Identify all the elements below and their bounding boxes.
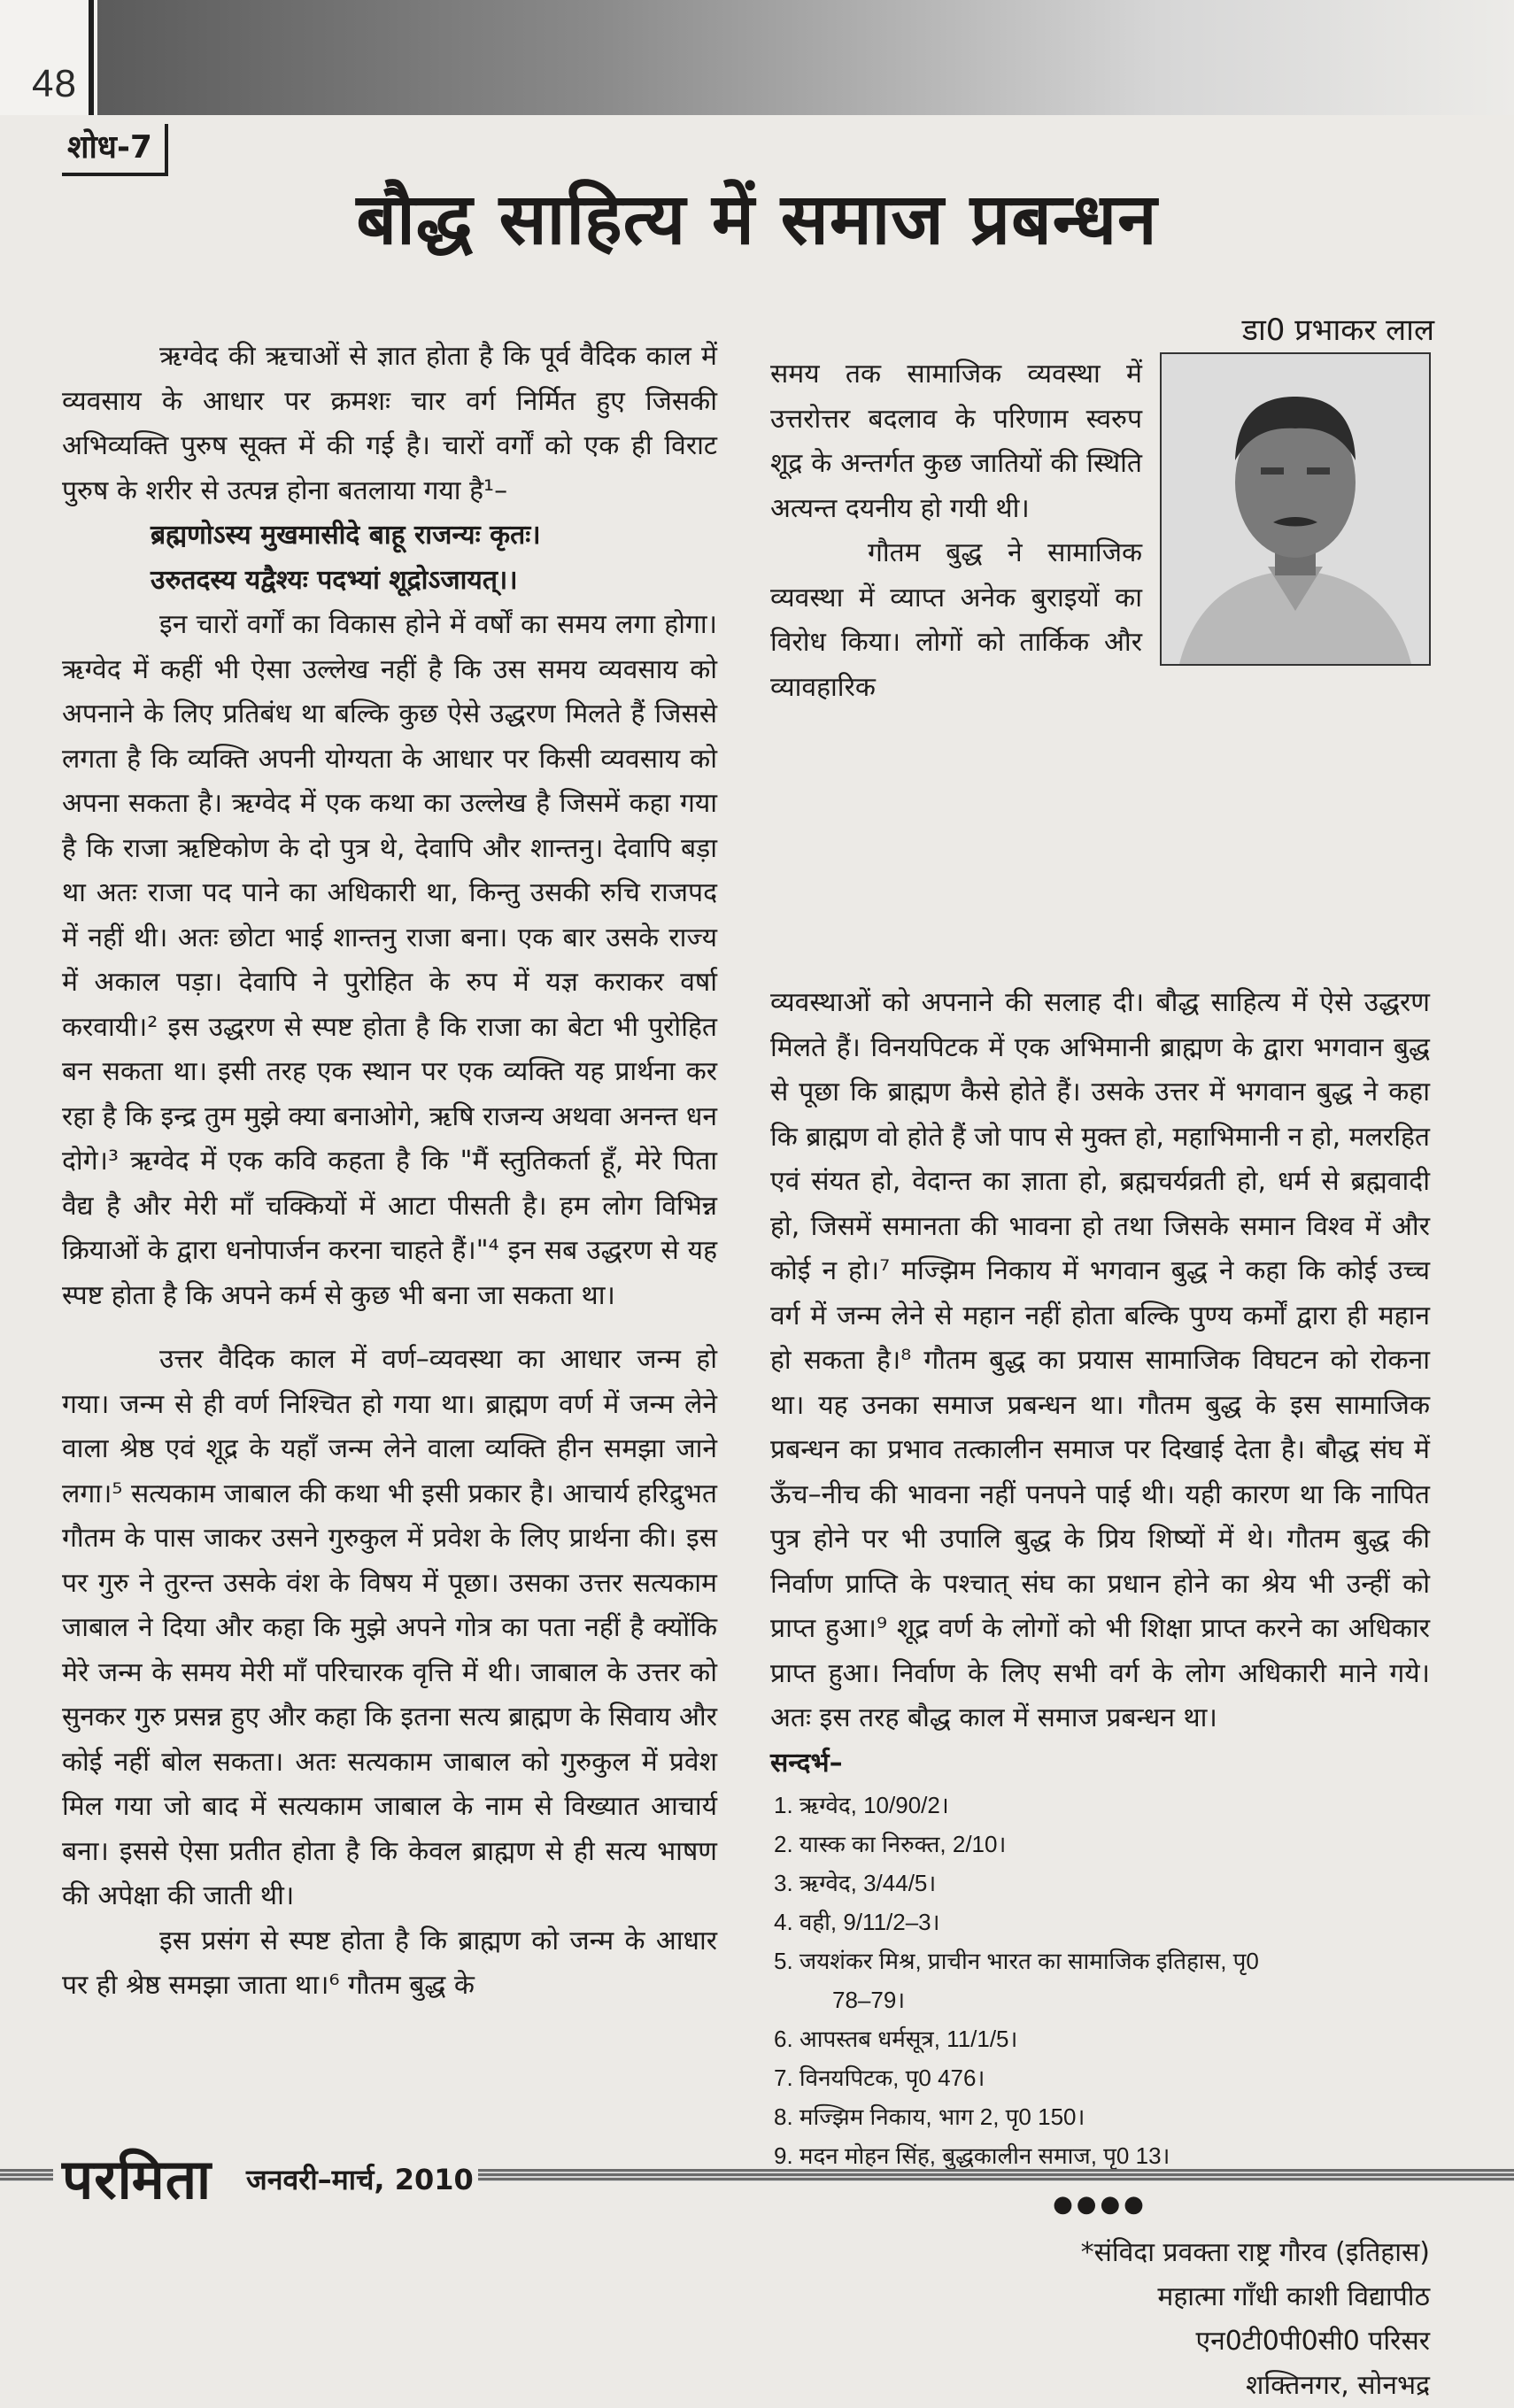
header-gradient-bar: [97, 0, 1514, 115]
reference-item: 9. मदन मोहन सिंह, बुद्धकालीन समाज, पृ0 13।: [774, 2142, 1170, 2169]
reference-item: 1. ऋग्वेद, 10/90/2।: [774, 1792, 949, 1818]
reference-item: 3. ऋग्वेद, 3/44/5।: [774, 1870, 937, 1896]
verse-line: ब्रह्मणोऽस्य मुखमासीदे बाहू राजन्यः कृतः।: [151, 520, 541, 551]
references-list: [770, 1786, 1430, 2175]
paragraph: इस प्रसंग से स्पष्ट होता है कि ब्राह्मण को जन्म के आधार पर ही श्रेष्ठ समझा जाता था।⁶ गौतम बुद्ध के: [62, 1925, 717, 2001]
affiliation-line: महात्मा गाँधी काशी विद्यापीठ: [1157, 2281, 1430, 2312]
affiliation-line: शक्तिनगर, सोनभद्र: [1246, 2369, 1430, 2401]
author-name: डा0 प्रभाकर लाल: [1241, 313, 1434, 348]
author-affiliation: [770, 2231, 1430, 2408]
footer-stripe-left: [0, 2169, 53, 2181]
issue-date: जनवरी–मार्च, 2010: [246, 2163, 474, 2196]
end-divider: ●●●●: [1053, 2191, 1147, 2218]
paragraph: व्यवस्थाओं को अपनाने की सलाह दी। बौद्ध साहित्य में ऐसे उद्धरण मिलते हैं। विनयपिटक में एक अभिमानी ब्राह्मण के द्वारा भगवान बुद्ध से पूछा कि ब्राह्मण कैसे होते हैं। उसके उत्तर में भगवान बुद्ध ने कहा कि ब्राह्मण वो होते हैं जो पाप से मुक्त हो, महाभिमानी न हो, मलरहित एवं संयत हो, वेदान्त का ज्ञाता हो, ब्रह्मचर्यव्रती हो, धर्म से ब्रह्मवादी हो, जिसमें समानता की भावना हो तथा जिसके समान विश्व में और कोई न हो।⁷ मज्झिम निकाय में भगवान बुद्ध ने कहा कि कोई उच्च वर्ग में जन्म लेने से महान नहीं होता बल्कि पुण्य कर्मों द्वारा ही महान हो सकता है।⁸ गौतम बुद्ध का प्रयास सामाजिक विघटन को रोकना था। यह उनका समाज प्रबन्धन था। गौतम बुद्ध के इस सामाजिक प्रबन्धन का प्रभाव तत्कालीन समाज पर दिखाई देता है। बौद्ध संघ में ऊँच–नीच की भावना नहीं पनपने पाई थी। यही कारण था कि नापित पुत्र होने पर भी उपालि बुद्ध के प्रिय शिष्यों में थे। गौतम बुद्ध की निर्वाण प्राप्ति के पश्चात् संघ का प्रधान होने का श्रेय भी उन्हीं को प्राप्त हुआ।⁹ शूद्र वर्ण के लोगों को भी शिक्षा प्राप्त करने का अधिकार प्राप्त हुआ। निर्वाण के लिए सभी वर्ग के लोग अधिकारी माने गये। अतः इस तरह बौद्ध काल में समाज प्रबन्धन था।: [770, 987, 1430, 1733]
footer-stripe-right: [478, 2169, 1514, 2181]
affiliation-line: एन0टी0पी0सी0 परिसर: [1195, 2325, 1430, 2357]
page-number-divider: [89, 0, 94, 115]
reference-item-continued: 78–79।: [832, 1987, 906, 2013]
reference-item: 5. जयशंकर मिश्र, प्राचीन भारत का सामाजिक इतिहास, पृ0: [774, 1948, 1259, 1974]
article-title: बौद्ध साहित्य में समाज प्रबन्धन: [356, 178, 1158, 260]
paragraph: ऋग्वेद की ऋचाओं से ज्ञात होता है कि पूर्व वैदिक काल में व्यवसाय के आधार पर क्रमशः चार वर्ग निर्मित हुए जिसकी अभिव्यक्ति पुरुष सूक्त में की गई है। चारों वर्गों को एक ही विराट पुरुष के शरीर से उत्पन्न होना बतलाया गया है¹–: [62, 341, 717, 506]
left-column: [62, 335, 717, 2009]
paragraph: उत्तर वैदिक काल में वर्ण–व्यवस्था का आधार जन्म हो गया। जन्म से ही वर्ण निश्चित हो गया था। ब्राह्मण वर्ण में जन्म लेने वाला श्रेष्ठ एवं शूद्र के यहाँ जन्म लेने वाला व्यक्ति हीन समझा जाने लगा।⁵ सत्यकाम जाबाल की कथा भी इसी प्रकार है। आचार्य हरिद्रुभत गौतम के पास जाकर उसने गुरुकुल में प्रवेश के लिए प्रार्थना की। इस पर गुरु ने तुरन्त उसके वंश के विषय में पूछा। उसका उत्तर सत्यकाम जाबाल ने दिया और कहा कि मुझे अपने गोत्र का पता नहीं है क्योंकि मेरे जन्म के समय मेरी माँ परिचारक वृत्ति में थी। जाबाल के उत्तर को सुनकर गुरु प्रसन्न हुए और कहा कि इतना सत्य ब्राह्मण के सिवाय और कोई नहीं बोल सकता। अतः सत्यकाम जाबाल को गुरुकुल में प्रवेश मिल गया जो बाद में सत्यकाम जाबाल के नाम से विख्यात आचार्य बना। इससे ऐसा प्रतीत होता है कि केवल ब्राह्मण से ही सत्य भाषण की अपेक्षा की जाती थी।: [62, 1344, 717, 1911]
magazine-logo: परमिता: [62, 2147, 212, 2211]
portrait-image: [1162, 354, 1429, 664]
right-column-beside-photo: [770, 352, 1142, 710]
verse-line: उरुतदस्य यद्वैश्यः पदभ्यां शूद्रोऽजायत्।।: [151, 564, 518, 596]
reference-item: 2. यास्क का निरुक्त, 2/10।: [774, 1831, 1007, 1857]
reference-item: 7. विनयपिटक, पृ0 476।: [774, 2065, 985, 2091]
paragraph: गौतम बुद्ध ने सामाजिक व्यवस्था में व्याप्त अनेक बुराइयों का विरोध किया। लोगों को तार्किक और व्यावहारिक: [770, 537, 1142, 703]
author-photo: [1160, 352, 1431, 666]
reference-item: 6. आपस्तब धर्मसूत्र, 11/1/5।: [774, 2026, 1018, 2052]
section-label: शोध-7: [62, 124, 168, 176]
affiliation-line: *संविदा प्रवक्ता राष्ट्र गौरव (इतिहास): [1080, 2236, 1430, 2268]
reference-item: 4. वही, 9/11/2–3।: [774, 1909, 940, 1935]
reference-item: 8. मज्झिम निकाय, भाग 2, पृ0 150।: [774, 2103, 1085, 2130]
references-heading: सन्दर्भ–: [770, 1747, 843, 1779]
page-number: 48: [32, 62, 77, 105]
paragraph: इन चारों वर्गों का विकास होने में वर्षों का समय लगा होगा। ऋग्वेद में कहीं भी ऐसा उल्लेख नहीं है कि उस समय व्यवसाय को अपनाने के लिए प्रतिबंध था बल्कि कुछ ऐसे उद्धरण मिलते हैं जिससे लगता है कि व्यक्ति अपनी योग्यता के आधार पर किसी व्यवसाय को अपना सकता है। ऋग्वेद में एक कथा का उल्लेख है जिसमें कहा गया है कि राजा ऋष्टिकोण के दो पुत्र थे, देवापि और शान्तनु। देवापि बड़ा था अतः राजा पद पाने का अधिकारी था, किन्तु उसकी रुचि राजपद में नहीं थी। अतः छोटा भाई शान्तनु राजा बना। एक बार उसके राज्य में अकाल पड़ा। देवापि ने पुरोहित के रुप में यज्ञ कराकर वर्षा करवायी।² इस उद्धरण से स्पष्ट होता है कि राजा का बेटा भी पुरोहित बन सकता था। इसी तरह एक स्थान पर एक व्यक्ति यह प्रार्थना कर रहा है कि इन्द्र तुम मुझे क्या बनाओगे, ऋषि राजन्य अथवा अनन्त धन दोगे।³ ऋग्वेद में एक कवि कहता है कि "मैं स्तुतिकर्ता हूँ, मेरे पिता वैद्य है और मेरी माँ चक्कियों में आटा पीसती है। हम लोग विभिन्न क्रियाओं के द्वारा धनोपार्जन करना चाहते हैं।"⁴ इन सब उद्धरण से यह स्पष्ट होता है कि अपने कर्म से कुछ भी बना जा सकता था।: [62, 609, 717, 1311]
paragraph: समय तक सामाजिक व्यवस्था में उत्तरोत्तर बदलाव के परिणाम स्वरुप शूद्र के अन्तर्गत कुछ जातियों की स्थिति अत्यन्त दयनीय हो गयी थी।: [770, 359, 1142, 524]
page-footer: [0, 2141, 1514, 2211]
